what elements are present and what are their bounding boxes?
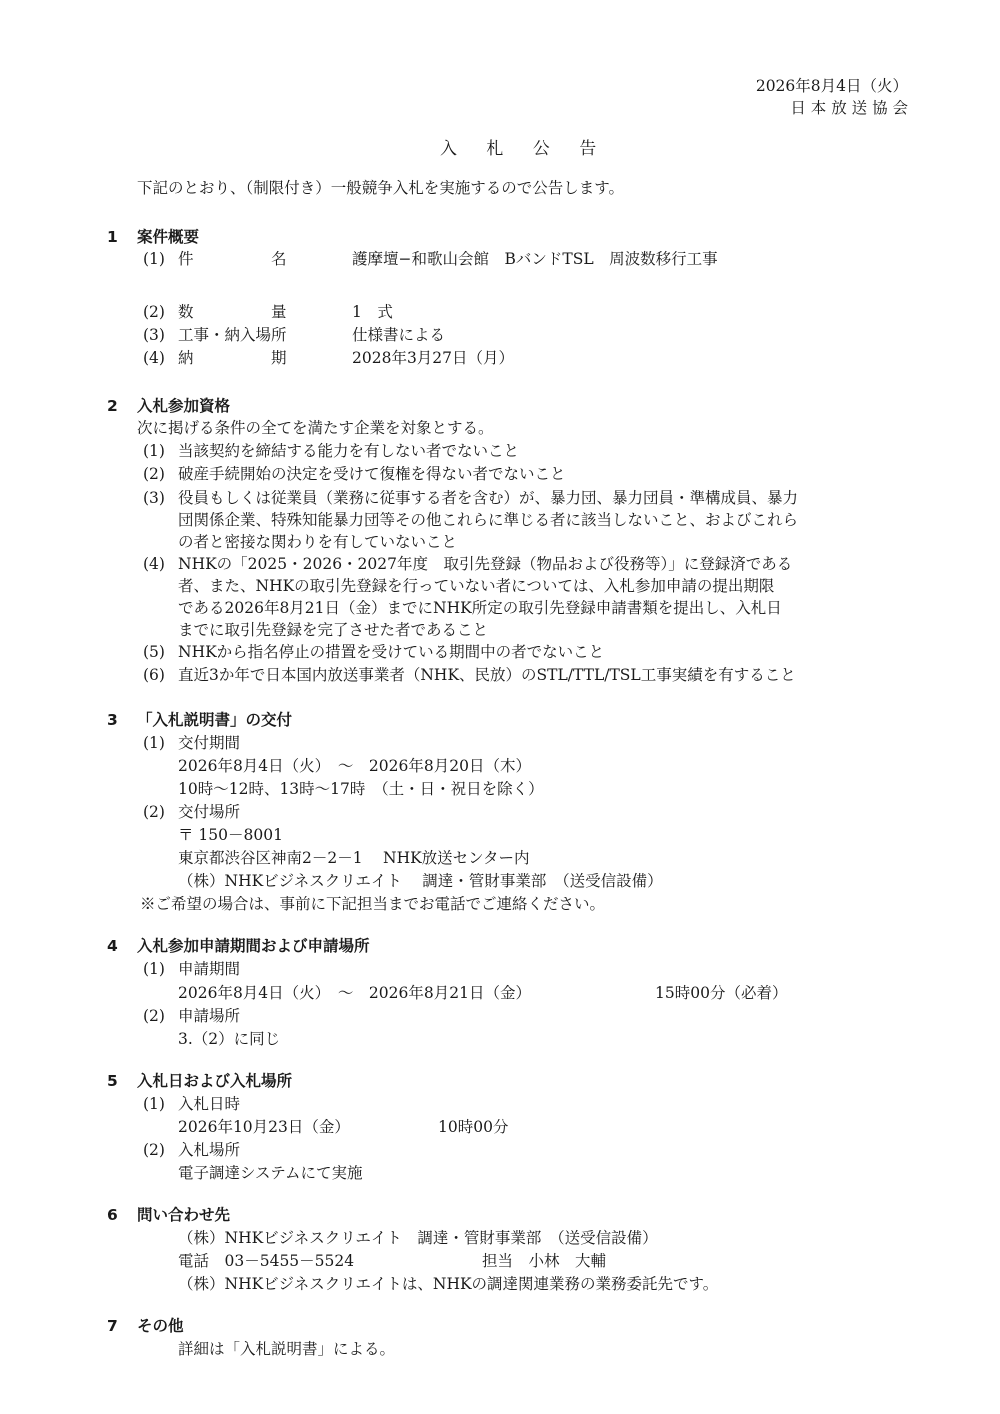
item-number: (1) <box>143 250 165 268</box>
item-text: 破産手続開始の決定を受けて復権を得ない者でないこと <box>178 465 566 483</box>
distribution-hours: 10時～12時、13時～17時 （土・日・祝日を除く） <box>178 780 544 798</box>
item-number: (2) <box>143 803 165 821</box>
item-label: 数 量 <box>178 303 287 321</box>
item-label: 件 名 <box>178 250 287 268</box>
bid-time: 10時00分 <box>438 1118 509 1136</box>
issuer-name: 日 本 放 送 協 会 <box>790 99 908 117</box>
postal-code: 〒 150－8001 <box>178 826 283 844</box>
item-number: (2) <box>143 465 165 483</box>
section-number: 7 <box>107 1317 118 1335</box>
section-heading: 入札日および入札場所 <box>137 1072 293 1090</box>
item-number: (2) <box>143 303 165 321</box>
item-text: NHKの「2025・2026・2027年度 取引先登録（物品および役務等）」に登録済である <box>178 555 793 573</box>
section-number: 5 <box>107 1072 118 1090</box>
quantity-value: 1 式 <box>352 303 393 321</box>
item-text: NHKから指名停止の措置を受けている期間中の者でないこと <box>178 643 605 661</box>
intro-text: 下記のとおり、（制限付き）一般競争入札を実施するので公告します。 <box>137 179 625 197</box>
item-number: (1) <box>143 1095 165 1113</box>
other-details: 詳細は「入札説明書」による。 <box>178 1340 396 1358</box>
location-value: 仕様書による <box>352 326 446 344</box>
item-text: 者、また、NHKの取引先登録を行っていない者については、入札参加申請の提出期限 <box>178 577 775 595</box>
item-label: 納 期 <box>178 349 287 367</box>
item-label: 交付期間 <box>178 734 241 752</box>
contact-phone: 電話 03－5455－5524 <box>178 1252 355 1270</box>
item-label: 申請期間 <box>178 960 241 978</box>
item-text: 役員もしくは従業員（業務に従事する者を含む）が、暴力団、暴力団員・準構成員、暴力 <box>178 489 799 507</box>
section-number: 1 <box>107 228 118 246</box>
item-number: (4) <box>143 555 165 573</box>
section-heading: その他 <box>137 1317 184 1335</box>
item-text: である2026年8月21日（金）までにNHK所定の取引先登録申請書類を提出し、入札日 <box>178 599 782 617</box>
contact-note: ※ご希望の場合は、事前に下記担当までお電話でご連絡ください。 <box>140 895 606 913</box>
item-text: までに取引先登録を完了させた者であること <box>178 621 489 639</box>
item-label: 交付場所 <box>178 803 241 821</box>
item-number: (1) <box>143 442 165 460</box>
section-heading: 「入札説明書」の交付 <box>137 711 293 729</box>
project-name: 護摩壇−和歌山会館 BバンドTSL 周波数移行工事 <box>352 250 718 268</box>
section-number: 3 <box>107 711 118 729</box>
item-text: 直近3か年で日本国内放送事業者（NHK、民放）のSTL/TTL/TSL工事実績を有すること <box>178 666 796 684</box>
item-text: の者と密接な関わりを有していないこと <box>178 533 458 551</box>
section-heading: 案件概要 <box>137 228 200 246</box>
item-number: (4) <box>143 349 165 367</box>
address: 東京都渋谷区神南2－2－1 NHK放送センター内 <box>178 849 530 867</box>
section-number: 4 <box>107 937 118 955</box>
item-number: (5) <box>143 643 165 661</box>
item-label: 入札日時 <box>178 1095 241 1113</box>
item-number: (6) <box>143 666 165 684</box>
item-label: 入札場所 <box>178 1141 241 1159</box>
section-number: 2 <box>107 397 118 415</box>
section-heading: 入札参加資格 <box>137 397 231 415</box>
contact-organization: （株）NHKビジネスクリエイト 調達・管財事業部 （送受信設備） <box>178 1229 658 1247</box>
section-heading: 問い合わせ先 <box>137 1206 231 1224</box>
application-place: 3.（2）に同じ <box>178 1030 281 1048</box>
distribution-period: 2026年8月4日（火） ～ 2026年8月20日（木） <box>178 757 531 775</box>
document-title: 入 札 公 告 <box>440 139 609 159</box>
item-text: 当該契約を締結する能力を有しない者でないこと <box>178 442 520 460</box>
application-period: 2026年8月4日（火） ～ 2026年8月21日（金） <box>178 984 531 1002</box>
application-deadline: 15時00分（必着） <box>655 984 788 1002</box>
item-number: (2) <box>143 1007 165 1025</box>
notice-date: 2026年8月4日（火） <box>755 77 908 95</box>
section-lead: 次に掲げる条件の全てを満たす企業を対象とする。 <box>137 419 494 437</box>
item-number: (3) <box>143 489 165 507</box>
section-number: 6 <box>107 1206 118 1224</box>
item-number: (3) <box>143 326 165 344</box>
section-heading: 入札参加申請期間および申請場所 <box>137 937 370 955</box>
contact-note: （株）NHKビジネスクリエイトは、NHKの調達関連業務の業務委託先です。 <box>178 1275 719 1293</box>
contact-person: 担当 小林 大輔 <box>482 1252 607 1270</box>
bid-date: 2026年10月23日（金） <box>178 1118 350 1136</box>
item-label: 工事・納入場所 <box>178 326 287 344</box>
item-label: 申請場所 <box>178 1007 241 1025</box>
item-number: (2) <box>143 1141 165 1159</box>
bid-place: 電子調達システムにて実施 <box>178 1164 363 1182</box>
item-text: 団関係企業、特殊知能暴力団等その他これらに準じる者に該当しないこと、およびこれら <box>178 511 799 529</box>
item-number: (1) <box>143 734 165 752</box>
deadline-value: 2028年3月27日（月） <box>352 349 515 367</box>
department: （株）NHKビジネスクリエイト 調達・管財事業部 （送受信設備） <box>178 872 663 890</box>
item-number: (1) <box>143 960 165 978</box>
